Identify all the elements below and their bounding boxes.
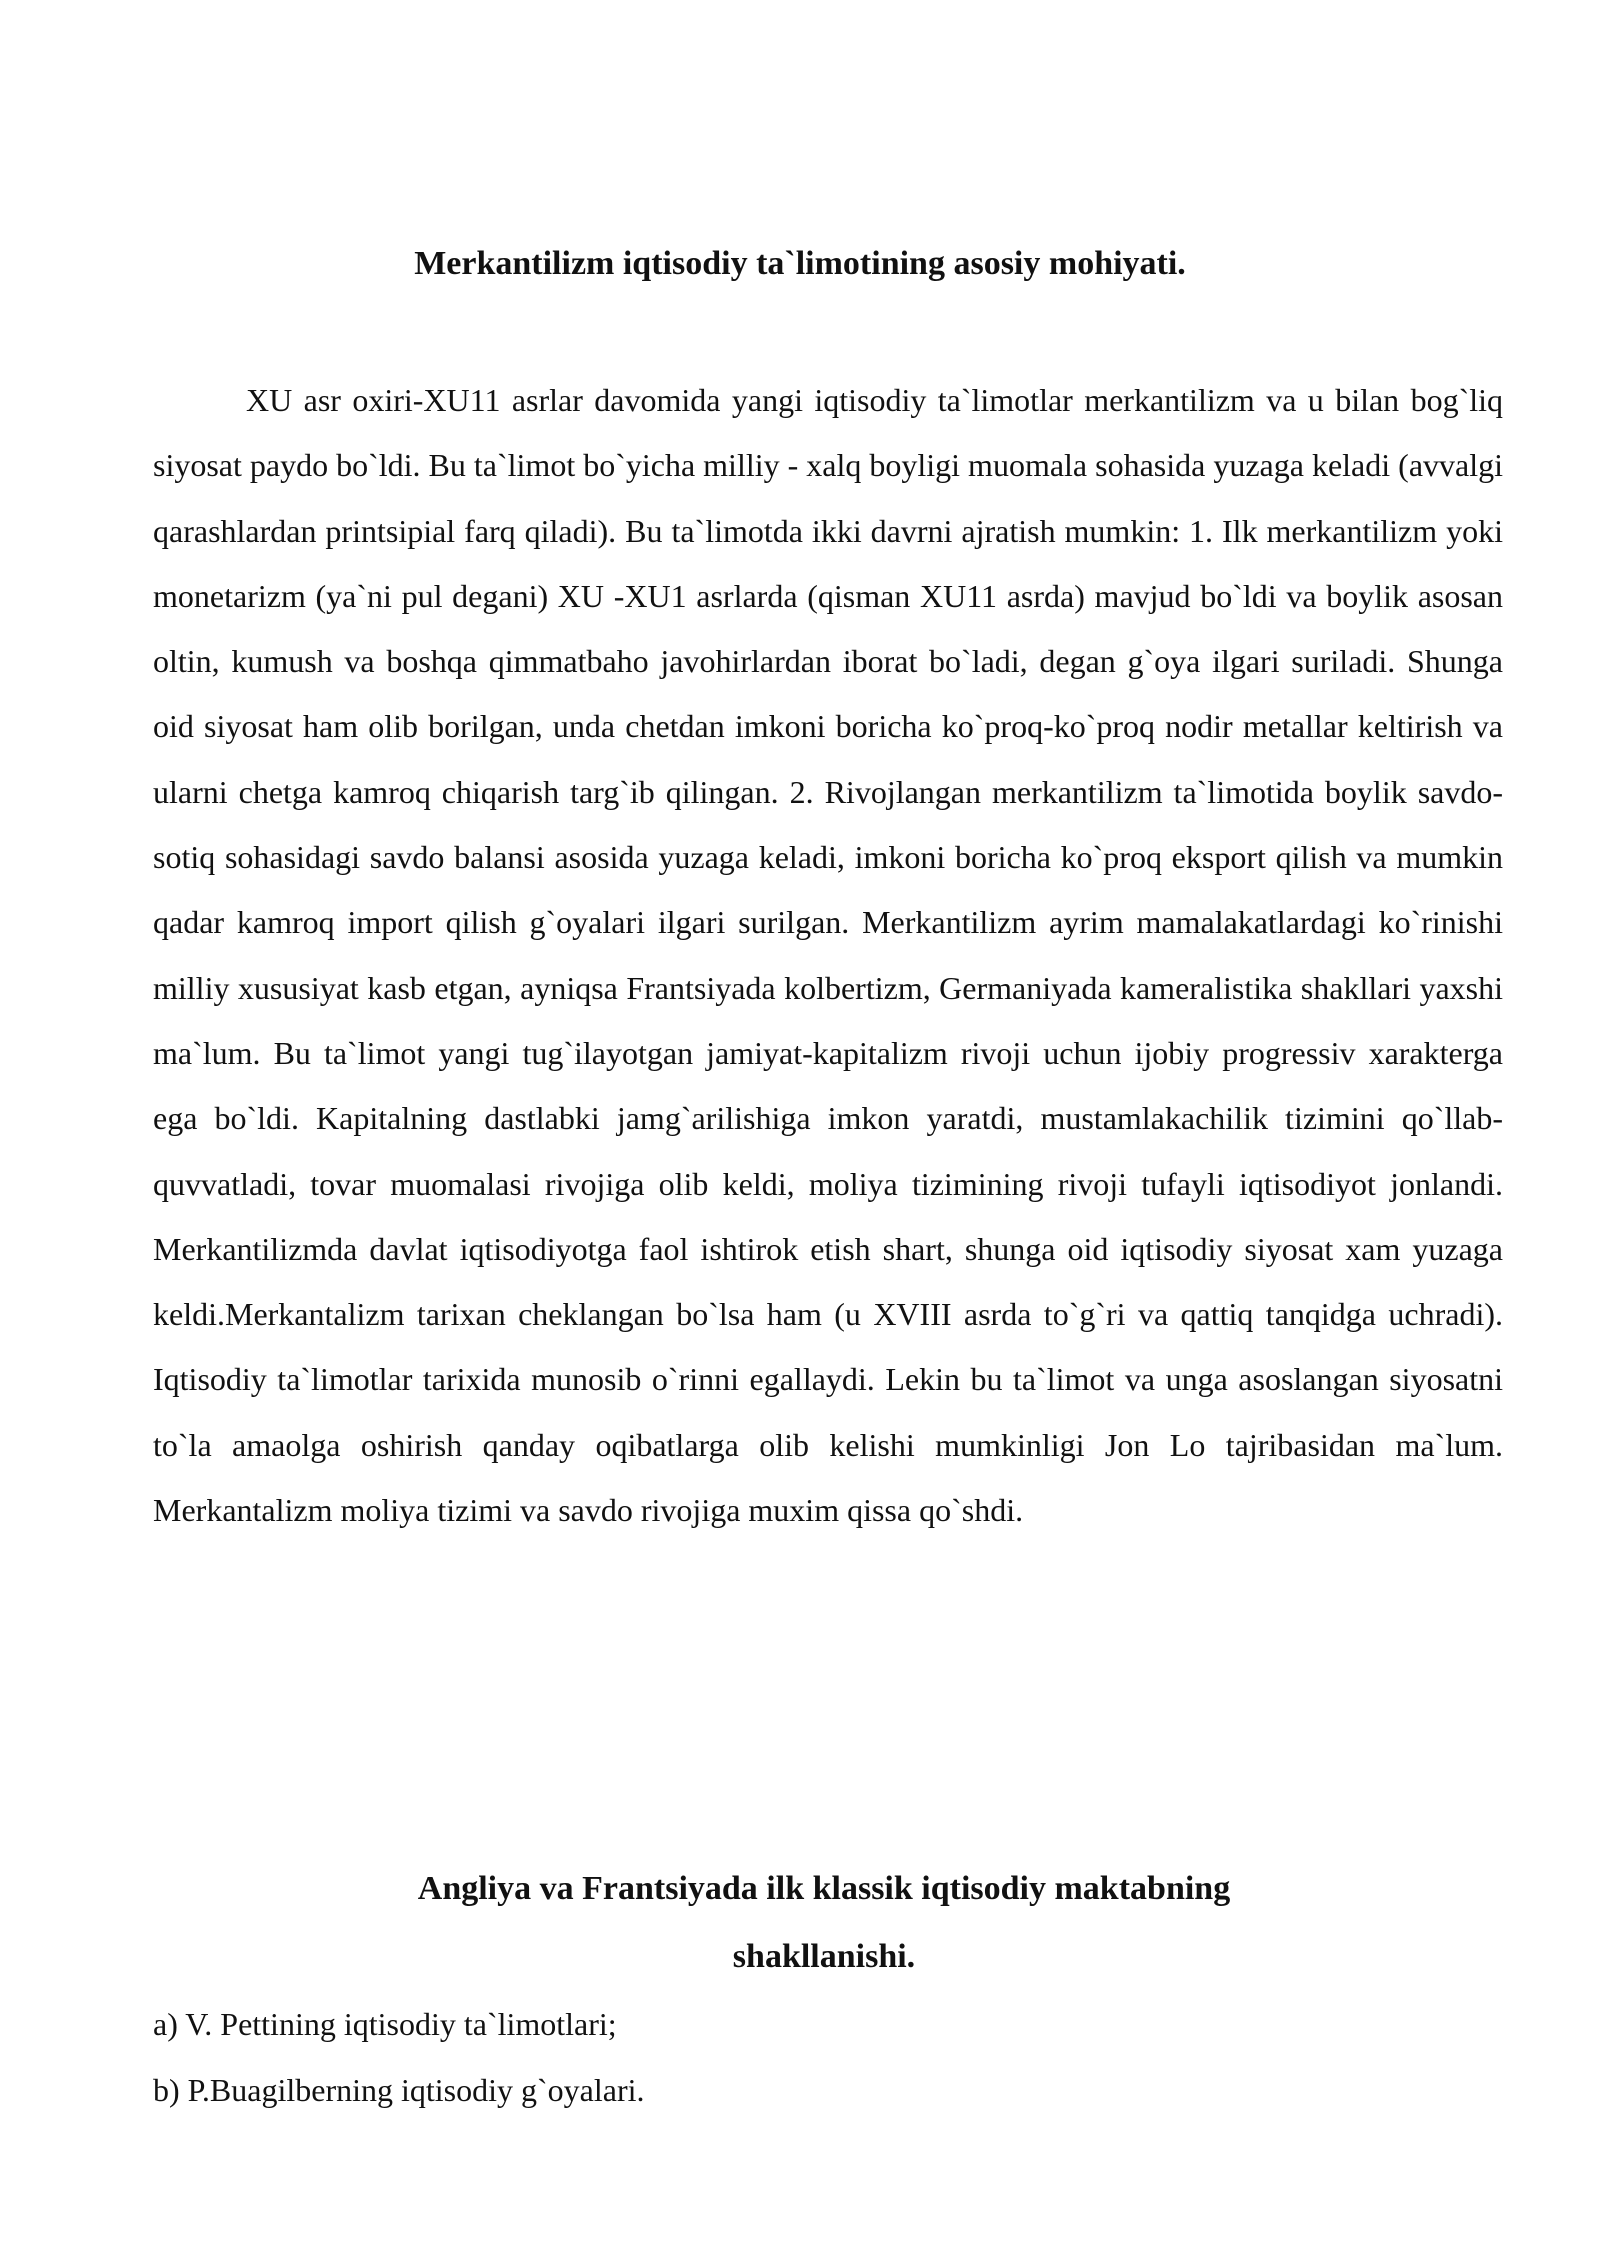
- body-paragraph: XU asr oxiri-XU11 asrlar davomida yangi iqtisodiy ta`limotlar merkantilizm va u bilan bog`liq siyosat paydo bo`ldi. Bu ta`limot bo`yicha milliy - xalq boyligi muomala sohasida yuzaga keladi (avvalgi qarashlardan printsipial farq qiladi). Bu ta`limotda ikki davrni ajratish mumkin: 1. Ilk merkantilizm yoki monetarizm (ya`ni pul degani) XU -XU1 asrlarda (qisman XU11 asrda) mavjud bo`ldi va boylik asosan oltin, kumush va boshqa qimmatbaho javohirlardan iborat bo`ladi, degan g`oya ilgari suriladi. Shunga oid siyosat ham olib borilgan, unda chetdan imkoni boricha ko`proq-ko`proq nodir metallar keltirish va ularni chetga kamroq chiqarish targ`ib qilingan. 2. Rivojlangan merkantilizm ta`limotida boylik savdo-sotiq sohasidagi savdo balansi asosida yuzaga keladi, imkoni boricha ko`proq eksport qilish va mumkin qadar kamroq import qilish g`oyalari ilgari surilgan. Merkantilizm ayrim mamalakatlardagi ko`rinishi milliy xususiyat kasb etgan, ayniqsa Frantsiyada kolbertizm, Germaniyada kameralistika shakllari yaxshi ma`lum. Bu ta`limot yangi tug`ilayotgan jamiyat-kapitalizm rivoji uchun ijobiy progressiv xarakterga ega bo`ldi. Kapitalning dastlabki jamg`arilishiga imkon yaratdi, mustamlakachilik tizimini qo`llab-quvvatladi, tovar muomalasi rivojiga olib keldi, moliya tizimining rivoji tufayli iqtisodiyot jonlandi. Merkantilizmda davlat iqtisodiyotga faol ishtirok etish shart, shunga oid iqtisodiy siyosat xam yuzaga keldi.Merkantalizm tarixan cheklangan bo`lsa ham (u XVIII asrda to`g`ri va qattiq tanqidga uchradi). Iqtisodiy ta`limotlar tarixida munosib o`rinni egallaydi. Lekin bu ta`limot va unga asoslangan siyosatni to`la amaolga oshirish qanday oqibatlarga olib kelishi mumkinligi Jon Lo tajribasidan ma`lum. Merkantalizm moliya tizimi va savdo rivojiga muxim qissa qo`shdi.: [153, 382, 1503, 1529]
- section-heading: Angliya va Frantsiyada ilk klassik iqtisodiy maktabning: [417, 1870, 1231, 1907]
- list-item: a) V. Pettining iqtisodiy ta`limotlari;: [153, 2006, 617, 2042]
- list-item: b) P.Buagilberning iqtisodiy g`oyalari.: [153, 2072, 645, 2108]
- document-title: Merkantilizm iqtisodiy ta`limotining asosiy mohiyati.: [414, 245, 1186, 282]
- section-heading-continuation: shakllanishi.: [732, 1938, 916, 1975]
